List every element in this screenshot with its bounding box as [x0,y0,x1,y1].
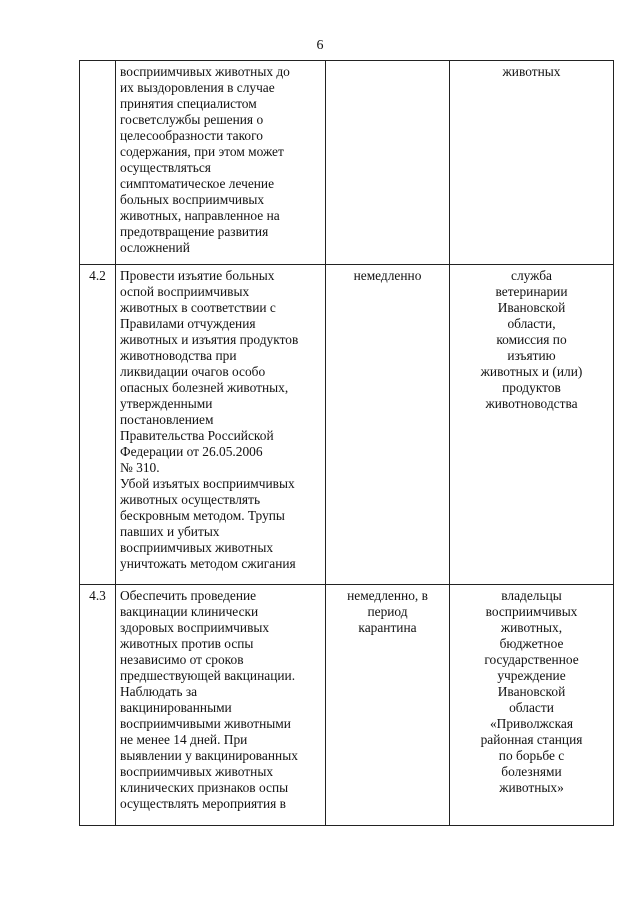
term-text-line: немедленно [353,268,422,283]
action-text-line: оспой восприимчивых [120,284,250,299]
action-text-line: животных и изъятия продуктов [120,332,299,347]
term-text-line: период [367,604,408,619]
responsible-cell [450,61,614,265]
responsible-text-line: животных, [500,620,563,635]
action-text-line: предотвращение развития [120,224,269,239]
action-cell [116,585,326,826]
action-text-line: бескровным методом. Трупы [120,508,285,523]
action-text-line: Обеспечить проведение [120,588,257,603]
responsible-text-line: животных» [499,780,564,795]
action-text-line: уничтожать методом сжигания [120,556,296,571]
action-text-line: клинических признаков оспы [120,780,289,795]
action-text-line: госветслужбы решения о [120,112,264,127]
action-text-line: животных осуществлять [120,492,261,507]
action-cell [116,265,326,585]
page-number: 6 [316,38,324,53]
responsible-cell [450,265,614,585]
responsible-text-line: владельцы [501,588,562,603]
action-text-line: принятия специалистом [120,96,257,111]
action-text-line: не менее 14 дней. При [120,732,248,747]
responsible-text-line: по борьбе с [498,748,565,763]
action-text-line: ликвидации очагов особо [120,364,266,379]
action-text-line: Провести изъятие больных [120,268,275,283]
action-text-line: вакцинации клинически [120,604,259,619]
responsible-text-line: животных [502,64,561,79]
action-text-line: павших и убитых [120,524,220,539]
action-text-line: постановлением [120,412,214,427]
responsible-text-line: животноводства [485,396,578,411]
action-text-line: животноводства при [120,348,237,363]
action-text-line: животных в соответствии с [120,300,276,315]
row-number-cell [80,585,116,826]
action-text-line: Федерации от 26.05.2006 [120,444,263,459]
responsible-text-line: области [509,700,554,715]
action-text-line: осуществлять мероприятия в [120,796,287,811]
action-text-line: осложнений [120,240,190,255]
action-text-line: Правительства Российской [120,428,274,443]
responsible-text-line: учреждение [497,668,566,683]
responsible-text-line: бюджетное [499,636,564,651]
table-row [80,265,614,585]
action-text-line: выявлении у вакцинированных [120,748,298,763]
action-text-line: опасных болезней животных, [120,380,289,395]
table-row [80,61,614,265]
responsible-text-line: комиссия по [496,332,567,347]
action-text-line: вакцинированными [120,700,232,715]
action-text-line: содержания, при этом может [120,144,284,159]
row-number: 4.3 [89,588,106,603]
responsible-text-line: ветеринарии [495,284,568,299]
action-text-line: симптоматическое лечение [120,176,275,191]
responsible-text-line: районная станция [480,732,583,747]
responsible-text-line: государственное [484,652,579,667]
responsible-text-line: Ивановской [497,684,566,699]
responsible-text-line: животных и (или) [480,364,583,379]
responsible-text-line: служба [511,268,552,283]
responsible-text-line: области, [507,316,556,331]
term-text-line: немедленно, в [347,588,428,603]
term-text-line: карантина [358,620,417,635]
responsible-text-line: болезнями [501,764,562,779]
action-text-line: восприимчивых животных до [120,64,290,79]
responsible-text-line: Ивановской [497,300,566,315]
action-text-line: предшествующей вакцинации. [120,668,296,683]
row-number-cell [80,61,116,265]
action-text-line: восприимчивыми животными [120,716,291,731]
action-text-line: восприимчивых животных [120,540,274,555]
responsible-text-line: продуктов [502,380,561,395]
action-text-line: здоровых восприимчивых [120,620,270,635]
action-text-line: осуществляться [120,160,211,175]
action-cell [116,61,326,265]
term-cell [326,265,450,585]
action-text-line: независимо от сроков [120,652,244,667]
action-text-line: их выздоровления в случае [120,80,275,95]
responsible-cell [450,585,614,826]
row-number: 4.2 [89,268,106,283]
measures-table [79,60,614,826]
responsible-text-line: «Приволжская [489,716,574,731]
action-text-line: животных против оспы [120,636,254,651]
action-text-line: восприимчивых животных [120,764,274,779]
responsible-text-line: изъятию [507,348,556,363]
term-cell [326,61,450,265]
responsible-text-line: восприимчивых [485,604,578,619]
action-text-line: больных восприимчивых [120,192,265,207]
action-text-line: утвержденными [120,396,213,411]
action-text-line: Наблюдать за [120,684,198,699]
row-number-cell [80,265,116,585]
table-row [80,585,614,826]
action-text-line: № 310. [120,460,160,475]
action-text-line: Правилами отчуждения [120,316,256,331]
term-cell [326,585,450,826]
action-text-line: Убой изъятых восприимчивых [120,476,295,491]
action-text-line: целесообразности такого [120,128,263,143]
action-text-line: животных, направленное на [120,208,280,223]
